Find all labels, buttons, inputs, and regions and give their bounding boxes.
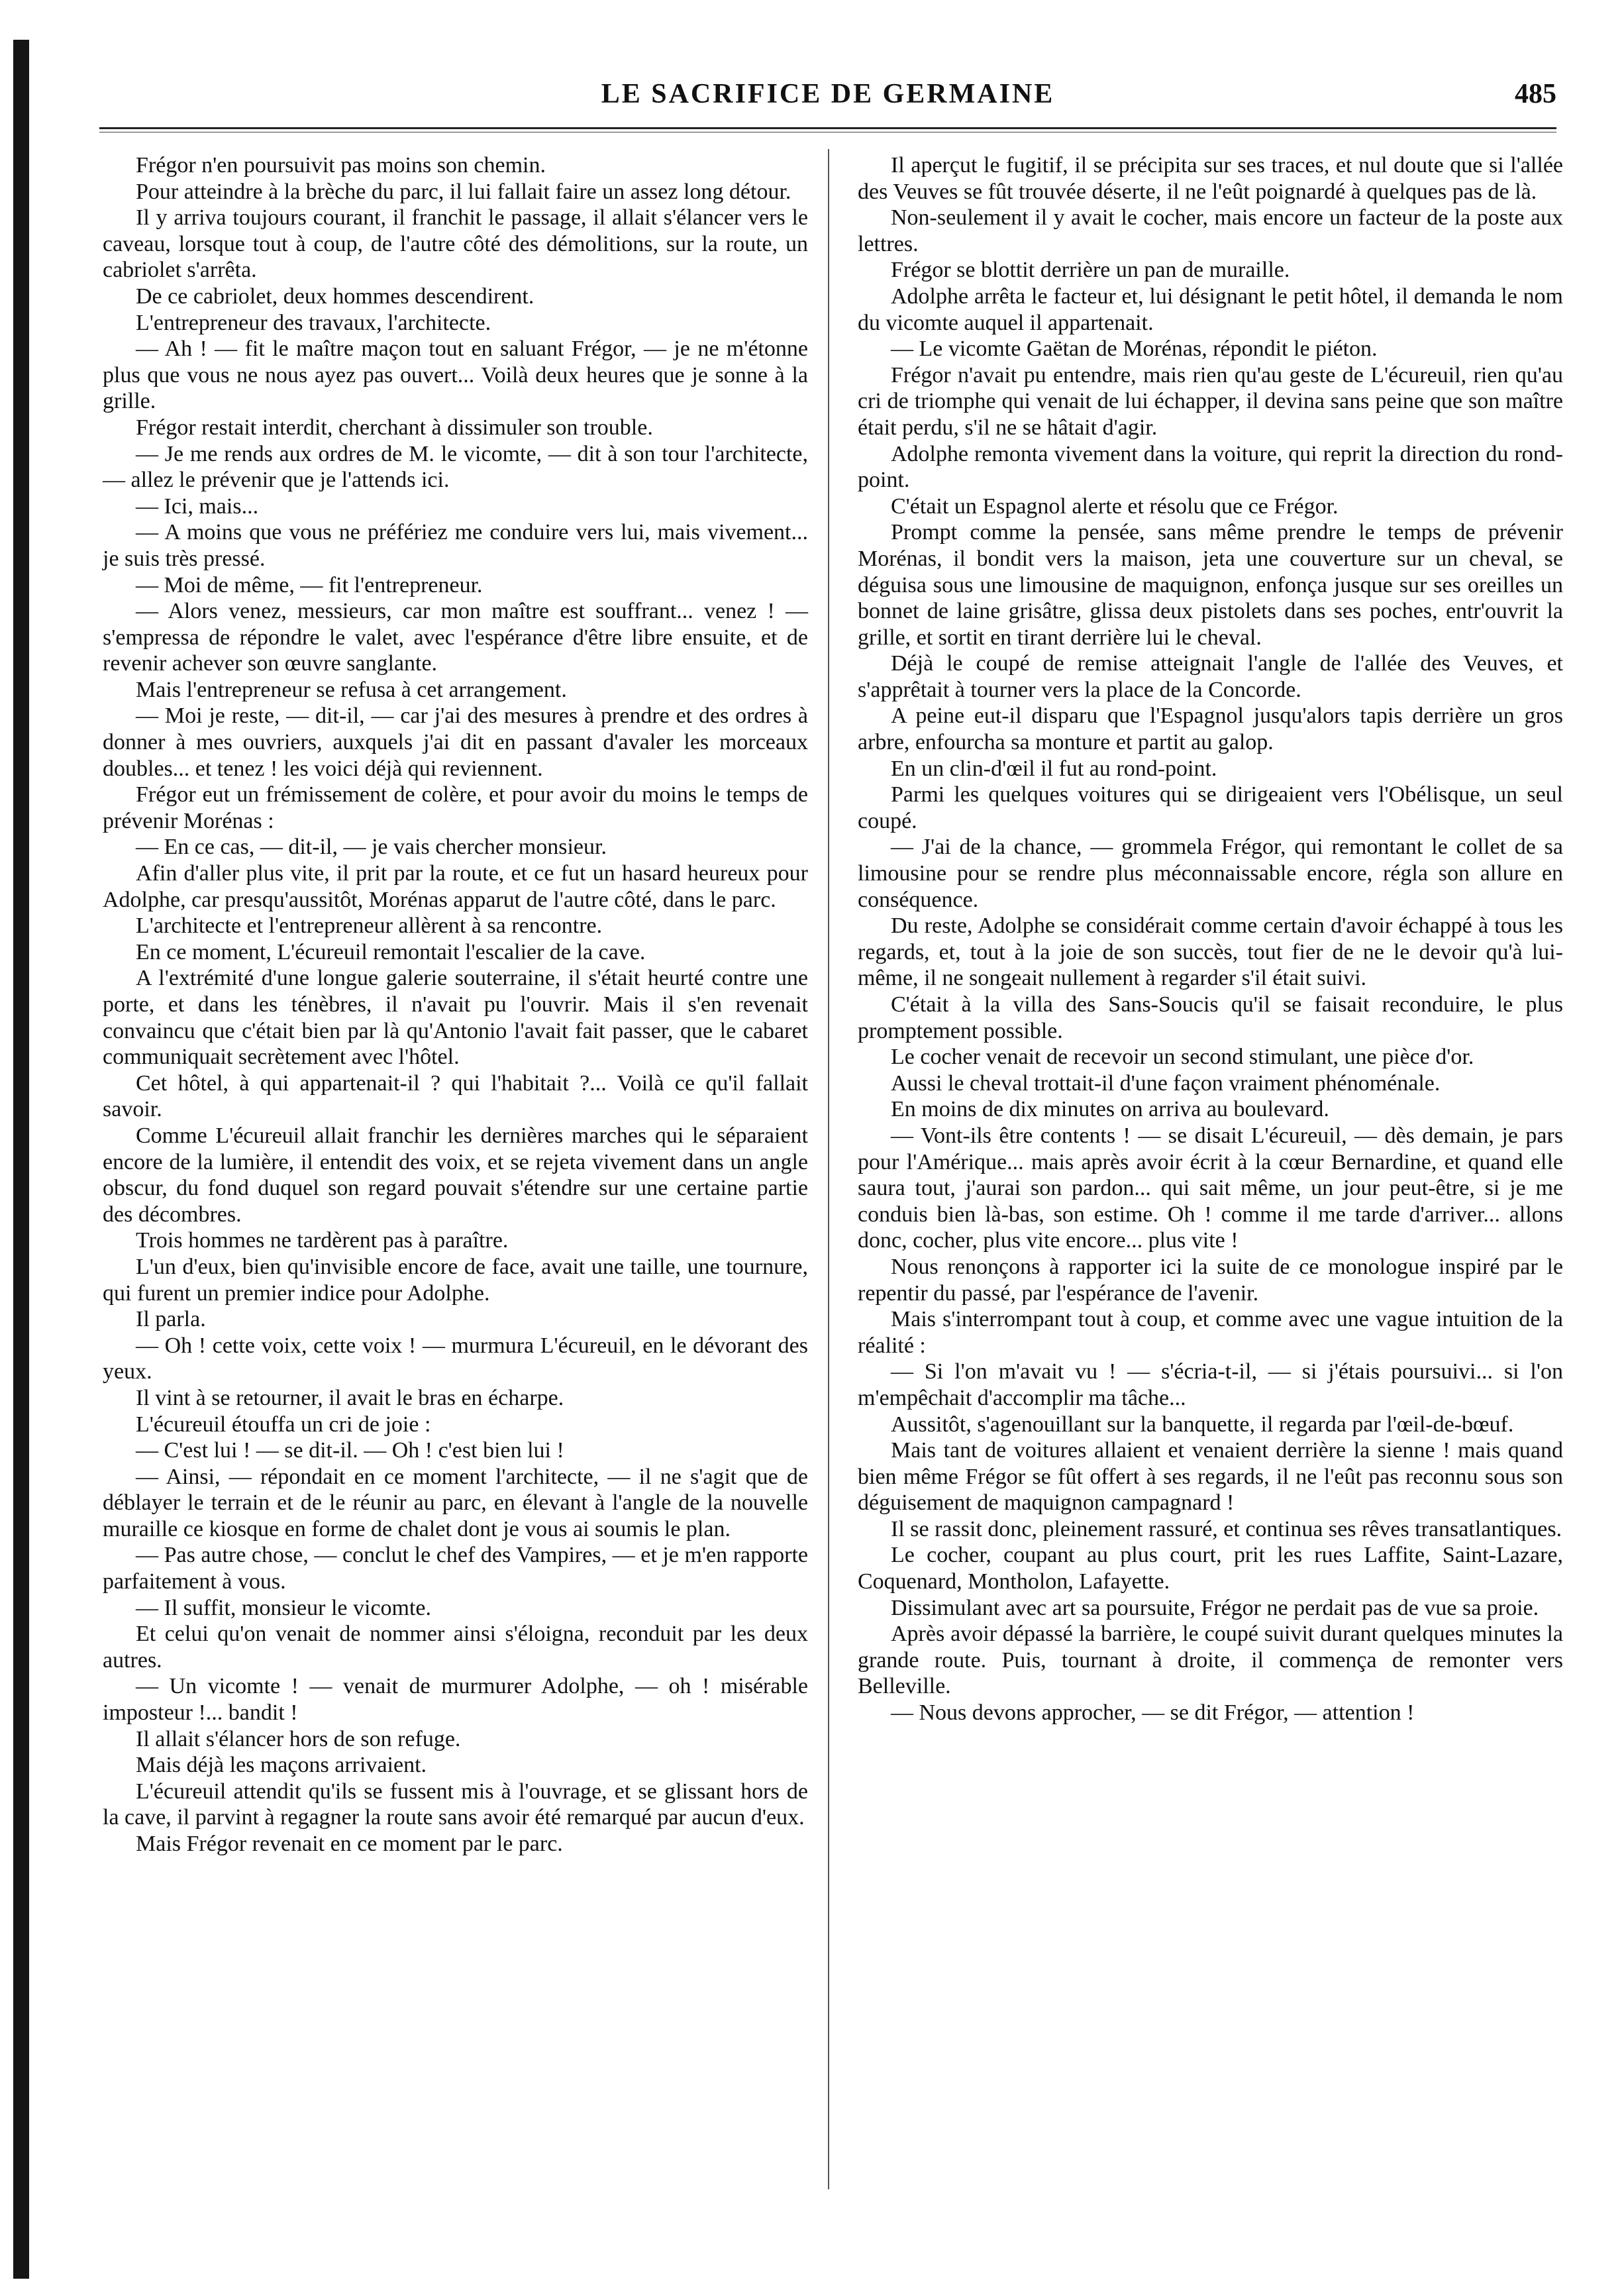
paragraph: Aussitôt, s'agenouillant sur la banquette, il regarda par l'œil-de-bœuf. (891, 1412, 1514, 1437)
paragraph: Le cocher, coupant au plus court, prit les rues Laffite, Saint-Lazare, Coquenard, Montholon, Lafayette. (858, 1543, 1563, 1594)
paragraph: Nous renonçons à rapporter ici la suite de ce monologue inspiré par le repentir du passé, par l'espérance de l'avenir. (858, 1254, 1563, 1306)
paragraph: — Ainsi, — répondait en ce moment l'architecte, — il ne s'agit que de déblayer le terrain et de le réunir au parc, en élevant à l'angle de la nouvelle muraille ce kiosque en forme de chalet dont je vous ai soumis le plan. (103, 1464, 808, 1541)
paragraph: — Si l'on m'avait vu ! — s'écria-t-il, — si j'étais poursuivi... si l'on m'empêchait d'accomplir ma tâche... (858, 1359, 1563, 1410)
paragraph: L'écureuil étouffa un cri de joie : (136, 1412, 431, 1437)
paragraph: A peine eut-il disparu que l'Espagnol jusqu'alors tapis derrière un gros arbre, enfourcha sa monture et partit au galop. (858, 703, 1563, 755)
paragraph: Il allait s'élancer hors de son refuge. (136, 1726, 461, 1751)
paragraph: — Alors venez, messieurs, car mon maître est souffrant... venez ! — s'empressa de répondre le valet, avec l'espérance d'être libre ensuite, et de revenir achever son œuvre sanglante. (103, 599, 808, 676)
paragraph: En un clin-d'œil il fut au rond-point. (891, 756, 1217, 781)
column-divider (828, 149, 829, 2189)
paragraph: Frégor n'avait pu entendre, mais rien qu'au geste de L'écureuil, rien qu'au cri de triomphe qui venait de lui échapper, il devina sans peine que son maître était perdu, s'il ne se hâtait d'agir. (858, 362, 1563, 440)
paragraph: Il y arriva toujours courant, il franchit le passage, il allait s'élancer vers le caveau, lorsque tout à coup, de l'autre côté des démolitions, sur la route, un cabriolet s'arrêta. (103, 205, 808, 283)
paragraph: — Pas autre chose, — conclut le chef des Vampires, — et je m'en rapporte parfaitement à vous. (103, 1543, 808, 1594)
paragraph: Frégor n'en poursuivit pas moins son chemin. (136, 153, 546, 178)
paragraph: Afin d'aller plus vite, il prit par la route, et ce fut un hasard heureux pour Adolphe, car presqu'aussitôt, Morénas apparut de l'autre côté, dans le parc. (103, 861, 808, 912)
paragraph: Prompt comme la pensée, sans même prendre le temps de prévenir Morénas, il bondit vers la maison, jeta une couverture sur un cheval, se déguisa sous une limousine de maquignon, enfonça jusque sur ses oreilles un bonnet de laine grisâtre, glissa deux pistolets dans ses poches, entr'ouvrit la grille, et sortit en tirant derrière lui le cheval. (858, 520, 1563, 650)
paragraph: Frégor eut un frémissement de colère, et pour avoir du moins le temps de prévenir Morénas : (103, 782, 808, 833)
paragraph: En ce moment, L'écureuil remontait l'escalier de la cave. (136, 939, 646, 964)
paragraph: — Ici, mais... (136, 493, 259, 519)
paragraph: — Un vicomte ! — venait de murmurer Adolphe, — oh ! misérable imposteur !... bandit ! (103, 1674, 808, 1726)
paragraph: Dissimulant avec art sa poursuite, Frégor ne perdait pas de vue sa proie. (891, 1595, 1539, 1620)
right-column (858, 152, 1563, 1726)
left-column (103, 152, 808, 1857)
paragraph: Adolphe arrêta le facteur et, lui désignant le petit hôtel, il demanda le nom du vicomte auquel il appartenait. (858, 284, 1563, 335)
paragraph: Il parla. (136, 1307, 206, 1332)
paragraph: Parmi les quelques voitures qui se dirigeaient vers l'Obélisque, un seul coupé. (858, 782, 1563, 833)
paragraph: Après avoir dépassé la barrière, le coupé suivit durant quelques minutes la grande route. Puis, tournant à droite, il commença de remonter vers Belleville. (858, 1622, 1563, 1699)
paragraph: Adolphe remonta vivement dans la voiture, qui reprit la direction du rond-point. (858, 441, 1563, 493)
paragraph: — C'est lui ! — se dit-il. — Oh ! c'est bien lui ! (136, 1438, 564, 1463)
paragraph: — A moins que vous ne préfériez me conduire vers lui, mais vivement... je suis très pressé. (103, 520, 808, 571)
running-title: LE SACRIFICE DE GERMAINE (601, 79, 1055, 109)
paragraph: — Le vicomte Gaëtan de Morénas, répondit le piéton. (891, 337, 1378, 362)
paragraph: Mais Frégor revenait en ce moment par le parc. (136, 1832, 563, 1856)
paragraph: Comme L'écureuil allait franchir les dernières marches qui le séparaient encore de la lumière, il entendit des voix, et se rejeta vivement dans un angle obscur, du fond duquel son regard pouvait s'étendre sur une certaine partie des décombres. (103, 1123, 808, 1227)
paragraph: De ce cabriolet, deux hommes descendirent. (136, 284, 534, 309)
paragraph: Aussi le cheval trottait-il d'une façon vraiment phénoménale. (891, 1070, 1441, 1096)
header-rule (99, 127, 1556, 129)
binding-edge (13, 40, 29, 2279)
paragraph: Il se rassit donc, pleinement rassuré, et continua ses rêves transatlantiques. (891, 1516, 1562, 1541)
page-number: 485 (1515, 79, 1556, 109)
paragraph: Du reste, Adolphe se considérait comme certain d'avoir échappé à tous les regards, et, tout à la joie de son succès, tout fier de ne le devoir qu'à lui-même, il ne songeait nullement à regarder s'il était suivi. (858, 913, 1563, 991)
paragraph: En moins de dix minutes on arriva au boulevard. (891, 1097, 1329, 1122)
paragraph: — Moi de même, — fit l'entrepreneur. (136, 572, 483, 597)
paragraph: Cet hôtel, à qui appartenait-il ? qui l'habitait ?... Voilà ce qu'il fallait savoir. (103, 1070, 808, 1122)
paragraph: L'architecte et l'entrepreneur allèrent à sa rencontre. (136, 913, 603, 939)
paragraph: — Nous devons approcher, — se dit Frégor, — attention ! (891, 1700, 1415, 1726)
paragraph: — Je me rends aux ordres de M. le vicomte, — dit à son tour l'architecte, — allez le prévenir que je l'attends ici. (103, 441, 808, 493)
paragraph: C'était un Espagnol alerte et résolu que ce Frégor. (891, 493, 1339, 519)
paragraph: Mais déjà les maçons arrivaient. (136, 1753, 427, 1778)
paragraph: Il aperçut le fugitif, il se précipita sur ses traces, et nul doute que si l'allée des Veuves se fût trouvée déserte, il ne l'eût poignardé à quelques pas de là. (858, 153, 1563, 204)
paragraph: Frégor se blottit derrière un pan de muraille. (891, 258, 1290, 283)
paragraph: Mais tant de voitures allaient et venaient derrière la sienne ! mais quand bien même Frégor se fût offert à ses regards, il ne l'eût pas reconnu sous son déguisement de maquignon campagnard ! (858, 1438, 1563, 1516)
paragraph: L'écureuil attendit qu'ils se fussent mis à l'ouvrage, et se glissant hors de la cave, il parvint à regagner la route sans avoir été remarqué par aucun d'eux. (103, 1779, 808, 1830)
paragraph: C'était à la villa des Sans-Soucis qu'il se faisait reconduire, le plus promptement possible. (858, 992, 1563, 1043)
paragraph: Il vint à se retourner, il avait le bras en écharpe. (136, 1385, 564, 1410)
paragraph: Frégor restait interdit, cherchant à dissimuler son trouble. (136, 415, 653, 440)
paragraph: A l'extrémité d'une longue galerie souterraine, il s'était heurté contre une porte, et dans les ténèbres, il n'avait pu l'ouvrir. Mais il s'en revenait convaincu que c'était bien par là qu'Antonio l'avait fait passer, que le cabaret communiquait secrètement avec l'hôtel. (103, 966, 808, 1070)
paragraph: — Oh ! cette voix, cette voix ! — murmura L'écureuil, en le dévorant des yeux. (103, 1333, 808, 1384)
paragraph: — Ah ! — fit le maître maçon tout en saluant Frégor, — je ne m'étonne plus que vous ne nous ayez pas ouvert... Voilà deux heures que je sonne à la grille. (103, 337, 808, 414)
paragraph: — En ce cas, — dit-il, — je vais chercher monsieur. (136, 835, 607, 860)
paragraph: Déjà le coupé de remise atteignait l'angle de l'allée des Veuves, et s'apprêtait à tourner vers la place de la Concorde. (858, 651, 1563, 702)
paragraph: Pour atteindre à la brèche du parc, il lui fallait faire un assez long détour. (136, 179, 791, 204)
paragraph: L'entrepreneur des travaux, l'architecte. (136, 310, 491, 335)
paragraph: Trois hommes ne tardèrent pas à paraître. (136, 1228, 509, 1253)
paragraph: Mais l'entrepreneur se refusa à cet arrangement. (136, 677, 567, 702)
paragraph: Mais s'interrompant tout à coup, et comme avec une vague intuition de la réalité : (858, 1307, 1563, 1358)
paragraph: — J'ai de la chance, — grommela Frégor, qui remontant le collet de sa limousine pour se rendre plus méconnaissable encore, régla son allure en conséquence. (858, 835, 1563, 912)
page-header (99, 78, 1556, 125)
paragraph: Non-seulement il y avait le cocher, mais encore un facteur de la poste aux lettres. (858, 205, 1563, 256)
paragraph: — Moi je reste, — dit-il, — car j'ai des mesures à prendre et des ordres à donner à mes ouvriers, auxquels j'ai dit en passant d'avaler les morceaux doubles... et tenez ! les voici déjà qui reviennent. (103, 703, 808, 781)
paragraph: L'un d'eux, bien qu'invisible encore de face, avait une taille, une tournure, qui furent un premier indice pour Adolphe. (103, 1254, 808, 1306)
paragraph: — Il suffit, monsieur le vicomte. (136, 1595, 432, 1620)
paragraph: Et celui qu'on venait de nommer ainsi s'éloigna, reconduit par les deux autres. (103, 1622, 808, 1673)
paragraph: — Vont-ils être contents ! — se disait L'écureuil, — dès demain, je pars pour l'Amérique... mais après avoir écrit à la cœur Bernardine, et quand elle saura tout, j'aurai son pardon... qui sait même, un jour peut-être, si je me conduis bien là-bas, son estime. Oh ! comme il me tarde d'arriver... allons donc, cocher, plus vite encore... plus vite ! (858, 1123, 1563, 1253)
paragraph: Le cocher venait de recevoir un second stimulant, une pièce d'or. (891, 1045, 1474, 1070)
